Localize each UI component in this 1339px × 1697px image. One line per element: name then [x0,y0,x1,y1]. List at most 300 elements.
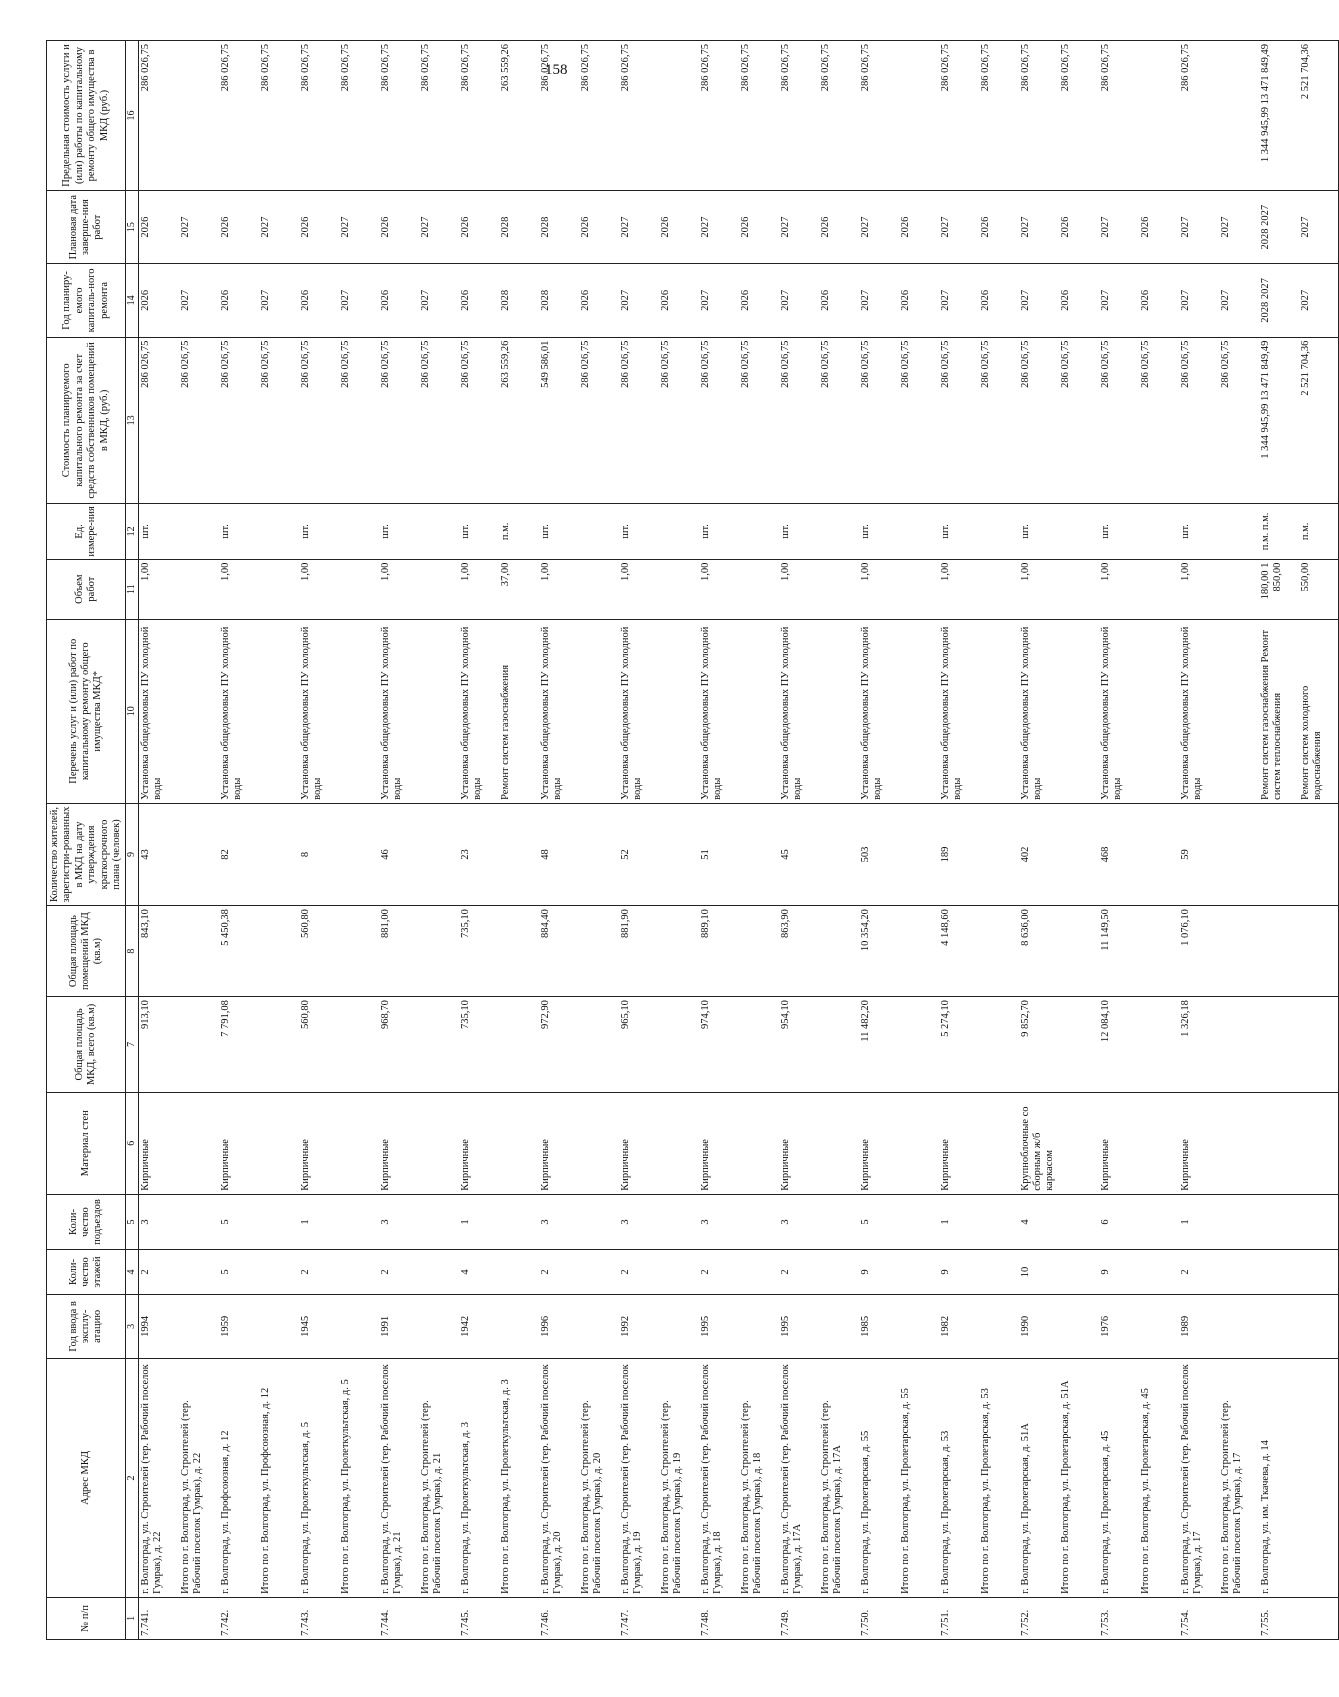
table-cell: 263 559,26 [499,41,539,191]
rotated-table-page [46,40,1323,1640]
table-cell [819,803,859,905]
table-cell: 2027 [1219,191,1259,264]
table-cell: 1,00 [299,559,339,619]
table-cell: Кирпичные [939,1092,979,1194]
table-cell [179,1194,219,1250]
table-cell [579,559,619,619]
table-cell: 1995 [779,1294,819,1358]
table-cell: 286 026,75 [1219,337,1259,504]
table-cell: 51 [699,803,739,905]
table-cell [979,906,1019,997]
table-cell: 9 852,70 [1019,997,1059,1092]
table-cell: 2 521 704,36 [1299,337,1339,504]
table-cell [899,803,939,905]
column-header: Общая площадь помещений МКД (кв.м) [47,906,126,997]
table-cell [339,906,379,997]
table-cell [1259,1294,1299,1358]
table-cell: 560,80 [299,906,339,997]
table-cell [819,619,859,803]
table-cell: 2026 [979,264,1019,337]
table-cell [659,41,699,191]
table-cell: 468 [1099,803,1139,905]
table-cell: 3 [379,1194,419,1250]
table-cell: 2 [1179,1250,1219,1294]
table-cell: 46 [379,803,419,905]
table-cell: 286 026,75 [939,41,979,191]
column-header: № п/п [47,1597,126,1639]
table-cell: 286 026,75 [939,337,979,504]
table-cell [339,1194,379,1250]
column-header: Количество жителей, зарегистри-рованных в МКД на дату утверждения краткосрочного плана (человек) [47,803,126,905]
table-cell [899,906,939,997]
table-cell: 2027 [1019,264,1059,337]
table-cell [179,1092,219,1194]
table-cell [1139,1250,1179,1294]
column-number: 15 [126,191,139,264]
table-cell [979,1294,1019,1358]
table-cell: 1,00 [539,559,579,619]
table-cell: 7.755. [1259,1597,1299,1639]
table-cell: 8 [299,803,339,905]
table-row [739,41,779,1640]
table-cell: 2026 [379,191,419,264]
column-number: 2 [126,1359,139,1598]
table-cell: 286 026,75 [379,41,419,191]
table-cell: 286 026,75 [779,41,819,191]
table-cell: 2027 [179,191,219,264]
table-cell: г. Волгоград, ул. им. Ткачева, д. 14 [1259,1359,1299,1598]
table-cell: 2026 [459,191,499,264]
table-row [1259,41,1299,1640]
table-cell [339,1294,379,1358]
table-cell: 1,00 [1019,559,1059,619]
table-cell [1299,1194,1339,1250]
table-cell: 1 076,10 [1179,906,1219,997]
table-cell: 2028 2027 [1259,264,1299,337]
table-cell: 2027 [1299,264,1339,337]
table-cell: 1,00 [379,559,419,619]
table-cell: г. Волгоград, ул. Строителей (тер. Рабочий поселок Гумрак), д. 19 [619,1359,659,1598]
table-cell: 2026 [139,264,179,337]
column-number: 4 [126,1250,139,1294]
table-cell: 286 026,75 [859,337,899,504]
table-cell: 3 [619,1194,659,1250]
table-row [379,41,419,1640]
table-cell: 286 026,75 [739,41,779,191]
column-header: Год ввода в эксплу-атацию [47,1294,126,1358]
table-cell: 2026 [219,191,259,264]
table-cell [259,1092,299,1194]
table-cell: 7.745. [459,1597,499,1639]
table-cell [339,619,379,803]
table-cell: 1,00 [779,559,819,619]
table-row [419,41,459,1640]
table-cell [1259,997,1299,1092]
table-cell [179,1250,219,1294]
table-cell: 2027 [339,191,379,264]
table-cell [499,997,539,1092]
table-cell: 1991 [379,1294,419,1358]
table-cell: 2027 [779,264,819,337]
column-header: Год планиру-емого капиталь-ного ремонта [47,264,126,337]
table-row [139,41,179,1640]
table-cell [1299,1250,1339,1294]
table-cell [979,1597,1019,1639]
table-cell: г. Волгоград, ул. Пролетарская, д. 55 [859,1359,899,1598]
table-cell [579,906,619,997]
table-cell: 1992 [619,1294,659,1358]
table-cell: 735,10 [459,997,499,1092]
table-cell [579,1194,619,1250]
table-cell: 968,70 [379,997,419,1092]
table-cell: 7.749. [779,1597,819,1639]
table-cell: 965,10 [619,997,659,1092]
table-cell: 972,90 [539,997,579,1092]
table-cell [579,619,619,803]
table-cell: г. Волгоград, ул. Профсоюзная, д. 12 [219,1359,259,1598]
table-cell [419,906,459,997]
column-number: 5 [126,1194,139,1250]
table-cell: 2027 [1219,264,1259,337]
table-cell: 286 026,75 [1059,41,1099,191]
table-cell: 2028 [539,191,579,264]
table-cell: 286 026,75 [179,337,219,504]
table-cell: 5 [219,1194,259,1250]
table-cell: 2027 [1099,264,1139,337]
table-cell [1299,1359,1339,1598]
table-cell: 2026 [459,264,499,337]
table-cell [1259,906,1299,997]
table-cell: 1989 [1179,1294,1219,1358]
table-cell: 5 450,38 [219,906,259,997]
table-cell: 286 026,75 [1059,337,1099,504]
table-cell [899,559,939,619]
table-cell: 2026 [139,191,179,264]
table-row [499,41,539,1640]
table-cell: шт. [1179,504,1219,560]
table-cell: 11 149,50 [1099,906,1139,997]
table-cell: 1990 [1019,1294,1059,1358]
table-cell [739,997,779,1092]
table-cell: шт. [939,504,979,560]
table-cell [499,1092,539,1194]
table-cell [659,1092,699,1194]
table-cell: шт. [139,504,179,560]
table-cell: 286 026,75 [739,337,779,504]
table-row [1219,41,1259,1640]
table-cell [1059,906,1099,997]
table-cell: 1982 [939,1294,979,1358]
table-cell: 7.747. [619,1597,659,1639]
table-cell: г. Волгоград, ул. Строителей (тер. Рабочий поселок Гумрак), д. 22 [139,1359,179,1598]
page-number: 158 [545,62,568,78]
table-cell: 286 026,75 [819,41,859,191]
table-cell: Итого по г. Волгоград, ул. Строителей (тер. Рабочий поселок Гумрак), д. 20 [579,1359,619,1598]
table-cell: Кирпичные [539,1092,579,1194]
table-cell: 2027 [699,264,739,337]
table-cell [979,559,1019,619]
table-cell: 3 [539,1194,579,1250]
table-cell: Кирпичные [459,1092,499,1194]
table-cell: Установка общедомовых ПУ холодной воды [699,619,739,803]
table-cell [419,997,459,1092]
table-cell [899,504,939,560]
table-cell: 549 586,01 [539,337,579,504]
table-row [939,41,979,1640]
table-cell: 45 [779,803,819,905]
table-cell: 9 [939,1250,979,1294]
table-cell: Кирпичные [379,1092,419,1194]
table-cell: Итого по г. Волгоград, ул. Пролетарская, д. 45 [1139,1359,1179,1598]
table-cell [659,1250,699,1294]
table-cell: 2027 [259,191,299,264]
table-cell [259,906,299,997]
table-cell: 286 026,75 [859,41,899,191]
table-cell [979,619,1019,803]
table-cell [979,1194,1019,1250]
table-cell: 2026 [1139,191,1179,264]
table-row [1099,41,1139,1640]
table-cell: Установка общедомовых ПУ холодной воды [859,619,899,803]
table-cell [259,1194,299,1250]
table-cell: 1,00 [219,559,259,619]
table-cell: 11 482,20 [859,997,899,1092]
table-cell [739,1294,779,1358]
table-row [539,41,579,1640]
table-cell [739,803,779,905]
table-cell: 7.742. [219,1597,259,1639]
table-cell: 2027 [1299,191,1339,264]
table-cell [1299,997,1339,1092]
table-cell [1219,1597,1259,1639]
table-cell: 4 148,60 [939,906,979,997]
column-number: 7 [126,997,139,1092]
table-cell [179,803,219,905]
table-cell [419,803,459,905]
table-cell: 286 026,75 [139,337,179,504]
table-cell: 286 026,75 [1179,337,1219,504]
column-number: 3 [126,1294,139,1358]
table-cell: 286 026,75 [659,337,699,504]
table-cell: 884,40 [539,906,579,997]
table-cell: 2026 [819,264,859,337]
table-cell [179,619,219,803]
column-number: 12 [126,504,139,560]
table-cell: 286 026,75 [219,337,259,504]
table-cell: Установка общедомовых ПУ холодной воды [939,619,979,803]
table-cell: Кирпичные [299,1092,339,1194]
table-cell [259,619,299,803]
table-cell [419,504,459,560]
table-cell [1059,997,1099,1092]
table-cell [899,1597,939,1639]
table-cell [1299,906,1339,997]
table-cell: Кирпичные [1099,1092,1139,1194]
table-cell: шт. [379,504,419,560]
table-cell: Итого по г. Волгоград, ул. Строителей (тер. Рабочий поселок Гумрак), д. 19 [659,1359,699,1598]
table-cell: 2 [539,1250,579,1294]
table-cell [579,1092,619,1194]
table-cell: 2 [299,1250,339,1294]
column-number: 16 [126,41,139,191]
table-cell [739,504,779,560]
table-cell: 3 [139,1194,179,1250]
table-cell: 286 026,75 [699,41,739,191]
table-cell: 1 [459,1194,499,1250]
table-cell [819,504,859,560]
table-cell [579,1294,619,1358]
table-cell: 286 026,75 [419,337,459,504]
table-row [779,41,819,1640]
table-cell [179,41,219,191]
table-cell: 560,80 [299,997,339,1092]
table-cell [1219,1250,1259,1294]
column-number-row [126,41,139,1640]
table-cell [659,559,699,619]
table-cell: 263 559,26 [499,337,539,504]
column-header: Перечень услуг и (или) работ по капитальному ремонту общего имущества МКД* [47,619,126,803]
table-cell [1059,619,1099,803]
table-cell: 2028 2027 [1259,191,1299,264]
table-cell: 1959 [219,1294,259,1358]
table-cell [419,559,459,619]
table-cell [1219,1294,1259,1358]
table-cell [1139,559,1179,619]
table-cell [1219,1194,1259,1250]
table-cell: Итого по г. Волгоград, ул. Пролеткультская, д. 3 [499,1359,539,1598]
table-cell: 48 [539,803,579,905]
table-cell: 881,90 [619,906,659,997]
table-cell: шт. [859,504,899,560]
table-cell: 37,00 [499,559,539,619]
table-cell: 12 084,10 [1099,997,1139,1092]
table-cell: Итого по г. Волгоград, ул. Пролетарская, д. 55 [899,1359,939,1598]
table-cell: 1 344 945,99 13 471 849,49 [1259,337,1299,504]
table-cell: 2028 [499,264,539,337]
table-cell: 286 026,75 [899,337,939,504]
table-cell: Итого по г. Волгоград, ул. Профсоюзная, д. 12 [259,1359,299,1598]
table-cell: Кирпичные [1179,1092,1219,1194]
table-cell [179,997,219,1092]
table-cell: 286 026,75 [1099,41,1139,191]
table-cell: Установка общедомовых ПУ холодной воды [379,619,419,803]
table-cell [1299,1092,1339,1194]
table-cell: 2027 [939,191,979,264]
table-cell [1139,619,1179,803]
table-cell: Установка общедомовых ПУ холодной воды [139,619,179,803]
table-cell: 3 [699,1194,739,1250]
table-cell: 1,00 [1179,559,1219,619]
table-cell: Установка общедомовых ПУ холодной воды [459,619,499,803]
table-cell [739,1250,779,1294]
table-cell [739,559,779,619]
table-row [1179,41,1219,1640]
table-cell [419,1194,459,1250]
table-cell: 5 [219,1250,259,1294]
column-number: 11 [126,559,139,619]
table-cell: шт. [699,504,739,560]
table-cell: г. Волгоград, ул. Строителей (тер. Рабочий поселок Гумрак), д. 20 [539,1359,579,1598]
table-row [459,41,499,1640]
column-header: Общая площадь МКД, всего (кв.м) [47,997,126,1092]
table-cell: 2026 [1059,264,1099,337]
table-cell: шт. [1099,504,1139,560]
table-cell: 2 [379,1250,419,1294]
table-row [179,41,219,1640]
table-cell: 2027 [939,264,979,337]
table-cell [259,803,299,905]
table-cell [899,1250,939,1294]
table-cell: 2027 [1179,264,1219,337]
table-cell: 2027 [419,191,459,264]
table-cell [899,997,939,1092]
table-cell: 1996 [539,1294,579,1358]
table-cell [739,1092,779,1194]
column-number: 9 [126,803,139,905]
table-cell [1219,803,1259,905]
table-cell [259,504,299,560]
table-cell: 2 [619,1250,659,1294]
table-cell [1259,1194,1299,1250]
table-cell: Ремонт систем холодного водоснабжения [1299,619,1339,803]
table-cell: 7.746. [539,1597,579,1639]
table-cell: 2026 [579,191,619,264]
table-cell: 4 [459,1250,499,1294]
table-cell: 2026 [219,264,259,337]
table-cell [899,1294,939,1358]
table-cell: 2027 [699,191,739,264]
table-cell [1059,1250,1099,1294]
table-cell [419,1250,459,1294]
table-cell: г. Волгоград, ул. Пролетарская, д. 45 [1099,1359,1139,1598]
table-cell: 286 026,75 [139,41,179,191]
table-cell: г. Волгоград, ул. Пролеткультская, д. 3 [459,1359,499,1598]
table-cell [1219,997,1259,1092]
table-cell [1059,1597,1099,1639]
table-cell [659,1597,699,1639]
table-cell [499,803,539,905]
table-cell [419,1092,459,1194]
capital-repair-table [46,40,1339,1640]
table-cell [899,41,939,191]
table-cell [899,1092,939,1194]
table-cell: 286 026,75 [979,337,1019,504]
table-cell: 1995 [699,1294,739,1358]
table-cell [259,1294,299,1358]
table-cell [259,559,299,619]
table-cell: 843,10 [139,906,179,997]
table-cell: 7.750. [859,1597,899,1639]
table-cell: 1,00 [619,559,659,619]
table-cell: 913,10 [139,997,179,1092]
table-cell [339,1597,379,1639]
table-cell: 2027 [859,191,899,264]
column-number: 14 [126,264,139,337]
table-cell: 180,00 1 850,00 [1259,559,1299,619]
table-cell: 2027 [619,191,659,264]
table-cell: 889,10 [699,906,739,997]
table-cell: 4 [1019,1194,1059,1250]
table-cell: 286 026,75 [259,337,299,504]
table-cell: г. Волгоград, ул. Пролетарская, д. 51А [1019,1359,1059,1598]
table-row [579,41,619,1640]
table-cell: Ремонт систем газоснабжения Ремонт систем теплоснабжения [1259,619,1299,803]
table-cell: Установка общедомовых ПУ холодной воды [1019,619,1059,803]
table-cell: 2027 [419,264,459,337]
table-cell [739,1597,779,1639]
table-cell [1299,1597,1339,1639]
table-cell [579,803,619,905]
